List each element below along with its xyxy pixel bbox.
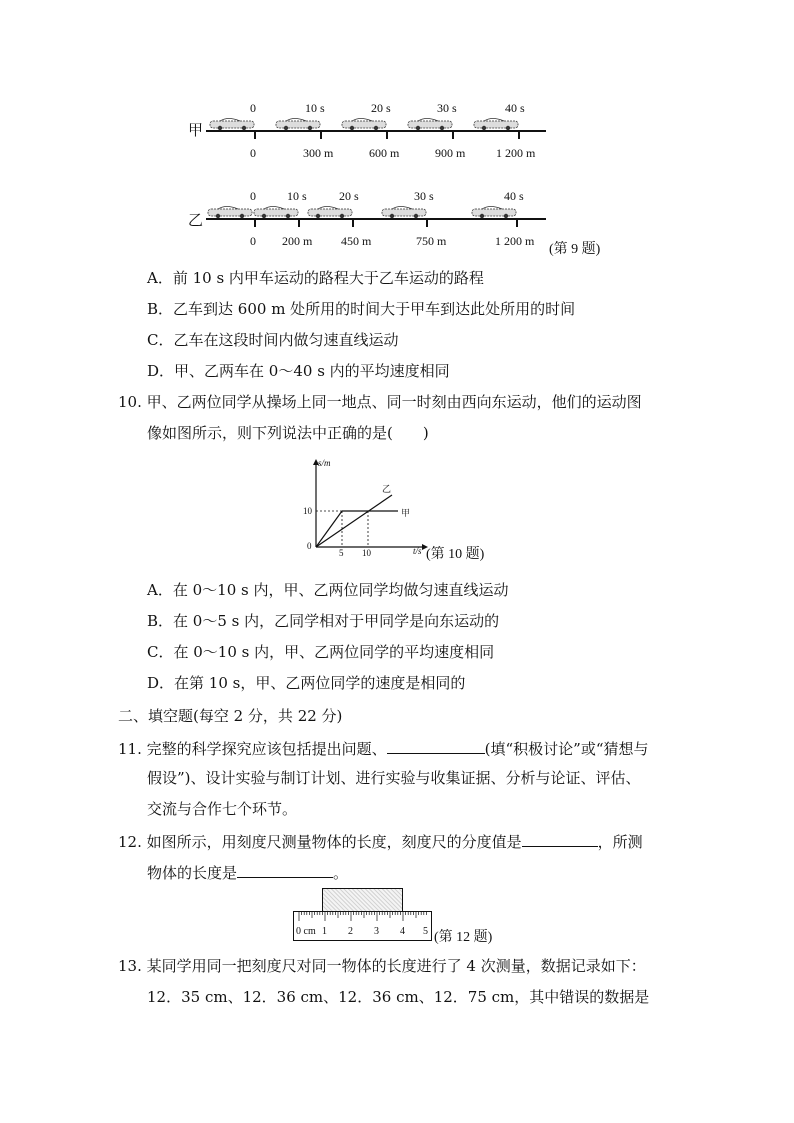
car-icon [380, 205, 428, 219]
q9-option-b: B．乙车到达 600 m 处所用的时间大于甲车到达此处所用的时间 [147, 300, 576, 318]
ruler-label: 1 [322, 926, 327, 937]
q12-line2 [147, 861, 348, 883]
q12-line1 [118, 830, 643, 852]
yi-time-label: 20 s [339, 189, 359, 203]
yi-time-label: 30 s [414, 189, 434, 203]
q9-option-d: D．甲、乙两车在 0～40 s 内的平均速度相同 [147, 362, 450, 380]
figure-10-caption: (第 10 题) [426, 547, 485, 562]
q10-option-c: C．在 0～10 s 内，甲、乙两位同学的平均速度相同 [147, 643, 495, 661]
tick-mark [452, 130, 454, 139]
yi-time-label: 40 s [504, 189, 524, 203]
q12-length-blank[interactable] [237, 861, 333, 878]
q12-text-b: ，所测 [597, 833, 643, 851]
jia-distance-label: 1 200 m [496, 146, 536, 160]
q12-text-a: 12. 如图所示，用刻度尺测量物体的长度，刻度尺的分度值是 [118, 833, 522, 851]
yi-time-label: 0 [250, 189, 256, 203]
q10-stem-line2: 像如图所示，则下列说法中正确的是( ) [147, 424, 429, 442]
tick-mark [518, 130, 520, 139]
ruler-ticks [293, 911, 432, 925]
x-axis-label: t/s [413, 546, 422, 556]
car-icon [406, 117, 454, 131]
yi-line-label: 乙 [382, 484, 392, 494]
car-icon [208, 117, 256, 131]
car-icon [252, 205, 300, 219]
yi-time-label: 10 s [287, 189, 307, 203]
figure-9-caption: (第 9 题) [549, 242, 601, 257]
yi-distance-label: 450 m [341, 234, 372, 248]
ruler-label: 4 [400, 926, 405, 937]
car-icon [340, 117, 388, 131]
x-tick-label: 10 [362, 548, 371, 558]
jia-distance-label: 900 m [435, 146, 466, 160]
car-icon [470, 205, 518, 219]
jia-time-label: 0 [250, 101, 256, 115]
q11-text-b: (填“积极讨论”或“猜想与 [484, 740, 649, 758]
q11-number: 11. [118, 740, 142, 758]
q9-option-a: A．前 10 s 内甲车运动的路程大于乙车运动的路程 [147, 269, 484, 287]
ruler-label: 0 cm [296, 926, 316, 937]
q11-line1 [118, 737, 649, 759]
jia-distance-label: 0 [250, 146, 256, 160]
origin-label: 0 [307, 541, 312, 551]
jia-time-label: 10 s [305, 101, 325, 115]
yi-series-line [316, 495, 392, 547]
jia-distance-label: 600 m [369, 146, 400, 160]
q13-line2: 12．35 cm、12．36 cm、12．36 cm、12．75 cm，其中错误的数据是 [147, 988, 650, 1006]
q10-option-d: D．在第 10 s，甲、乙两位同学的速度是相同的 [147, 674, 466, 692]
jia-row-label: 甲 [188, 121, 204, 139]
ruler-label: 3 [374, 926, 379, 937]
tick-mark [386, 130, 388, 139]
ruler-label: 5 [423, 926, 428, 937]
q12-text-d: 。 [333, 864, 349, 882]
car-icon [306, 205, 354, 219]
jia-time-label: 40 s [505, 101, 525, 115]
figure-12-caption: (第 12 题) [434, 930, 493, 945]
y-tick-label: 10 [303, 506, 312, 516]
jia-series-line [316, 511, 342, 547]
section-2-title: 二、填空题(每空 2 分，共 22 分) [118, 707, 343, 725]
jia-distance-label: 300 m [303, 146, 334, 160]
yi-row-label: 乙 [188, 211, 204, 229]
q10-stem-line1: 10. 甲、乙两位同学从操场上同一地点、同一时刻由西向东运动，他们的运动图 [118, 393, 642, 411]
q13-line1: 13. 某同学用同一把刻度尺对同一物体的长度进行了 4 次测量，数据记录如下： [118, 957, 646, 975]
q11-line3: 交流与合作七个环节。 [147, 800, 298, 818]
measured-object [322, 888, 403, 912]
q10-option-a: A．在 0～10 s 内，甲、乙两位同学均做匀速直线运动 [147, 581, 509, 599]
car-icon [274, 117, 322, 131]
yi-distance-label: 0 [250, 234, 256, 248]
jia-time-label: 30 s [437, 101, 457, 115]
tick-mark [254, 218, 256, 227]
q12-division-blank[interactable] [522, 830, 598, 847]
jia-time-label: 20 s [371, 101, 391, 115]
q11-line2: 假设”)、设计实验与制订计划、进行实验与收集证据、分析与论证、评估、 [147, 769, 641, 787]
jia-line-label: 甲 [401, 508, 411, 518]
q11-answer-blank[interactable] [387, 737, 485, 754]
yi-distance-label: 750 m [416, 234, 447, 248]
tick-mark [516, 218, 518, 227]
yi-distance-label: 200 m [282, 234, 313, 248]
tick-mark [254, 130, 256, 139]
q11-text-a: 完整的科学探究应该包括提出问题、 [146, 740, 387, 758]
ruler-label: 2 [348, 926, 353, 937]
car-icon [206, 205, 254, 219]
tick-mark [320, 130, 322, 139]
yi-distance-label: 1 200 m [495, 234, 535, 248]
s-t-graph [300, 455, 430, 560]
tick-mark [298, 218, 300, 227]
y-axis-label: s/m [318, 458, 331, 468]
car-icon [472, 117, 520, 131]
q9-option-c: C．乙车在这段时间内做匀速直线运动 [147, 331, 399, 349]
tick-mark [352, 218, 354, 227]
q10-option-b: B．在 0～5 s 内，乙同学相对于甲同学是向东运动的 [147, 612, 500, 630]
q12-text-c: 物体的长度是 [147, 864, 238, 882]
tick-mark [426, 218, 428, 227]
x-tick-label: 5 [339, 548, 344, 558]
